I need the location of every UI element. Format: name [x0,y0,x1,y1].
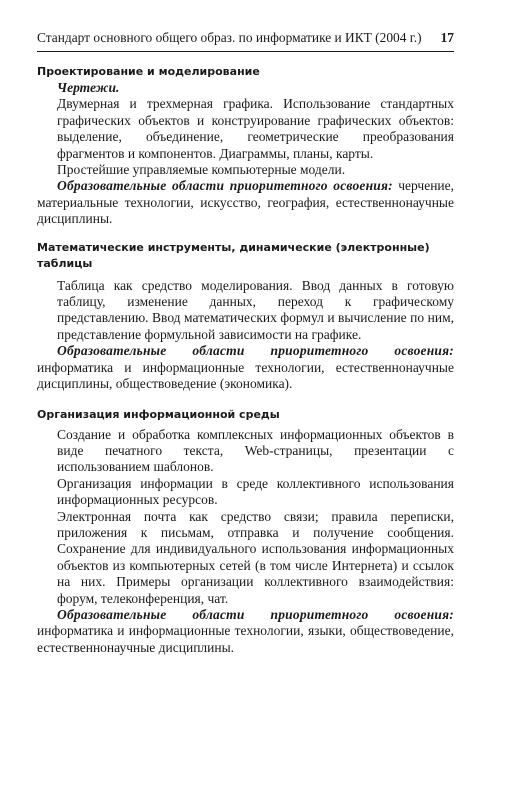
section-heading: Математические инструменты, динамические (электронные) таблицы [37,240,430,270]
section-info-environment [37,407,454,657]
header-title: Стандарт основного общего образ. по информатике и ИКТ (2004 г.) [37,30,422,45]
priority-areas-label: Образовательные области приоритетного освоения: [57,178,393,194]
priority-areas [37,178,454,227]
priority-areas [37,607,454,656]
topic-title: Чертежи. [57,80,120,95]
section-body [57,278,454,344]
priority-areas-text: информатика и информационные технологии, естественнонаучные дисциплины, обществоведение (экономика). [37,359,454,392]
paragraph: Двумерная и трехмерная графика. Использование стандартных графических объектов и конструирование графических объектов: выделение, объединение, геометрические преобразования фрагментов и компонентов. Диаграммы, планы, карты. [57,96,454,161]
section-heading: Проектирование и моделирование [37,65,260,78]
page-number: 17 [440,30,454,45]
section-heading: Организация информационной среды [37,407,280,421]
section-body [57,80,454,178]
running-header [37,30,454,52]
priority-areas-label: Образовательные области приоритетного освоения: [57,606,454,622]
paragraph: Таблица как средство моделирования. Ввод данных в готовую таблицу, изменение данных, переход к графическому представлению. Ввод математических формул и вычисление по ним, представление формульной зависимости на графике. [57,277,454,342]
priority-areas [37,343,454,392]
paragraph: Организация информации в среде коллективного использования информационных ресурсов. [57,475,454,508]
document-page [37,30,454,656]
paragraph: Создание и обработка комплексных информационных объектов в виде печатного текста, Web-страницы, презентации с использованием шаблонов. [57,426,454,475]
paragraph: Электронная почта как средство связи; правила переписки, приложения к письмам, отправка и получение сообщения. Сохранение для индивидуального использования информационных объектов из компьютерных сетей (в том числе Интернета) и ссылок на них. Примеры организации коллективного взаимодействия: форум, телеконференция, чат. [57,508,454,606]
section-spreadsheets [37,240,454,393]
priority-areas-label: Образовательные области приоритетного освоения: [57,343,454,359]
section-modeling [37,64,454,228]
paragraph: Простейшие управляемые компьютерные модели. [57,162,346,178]
section-body [57,427,454,607]
priority-areas-text: черчение, материальные технологии, искусство, география, естественнонаучные дисциплины. [37,178,455,227]
priority-areas-text: информатика и информационные технологии, языки, обществоведение, естественнонаучные дисциплины. [37,623,454,655]
